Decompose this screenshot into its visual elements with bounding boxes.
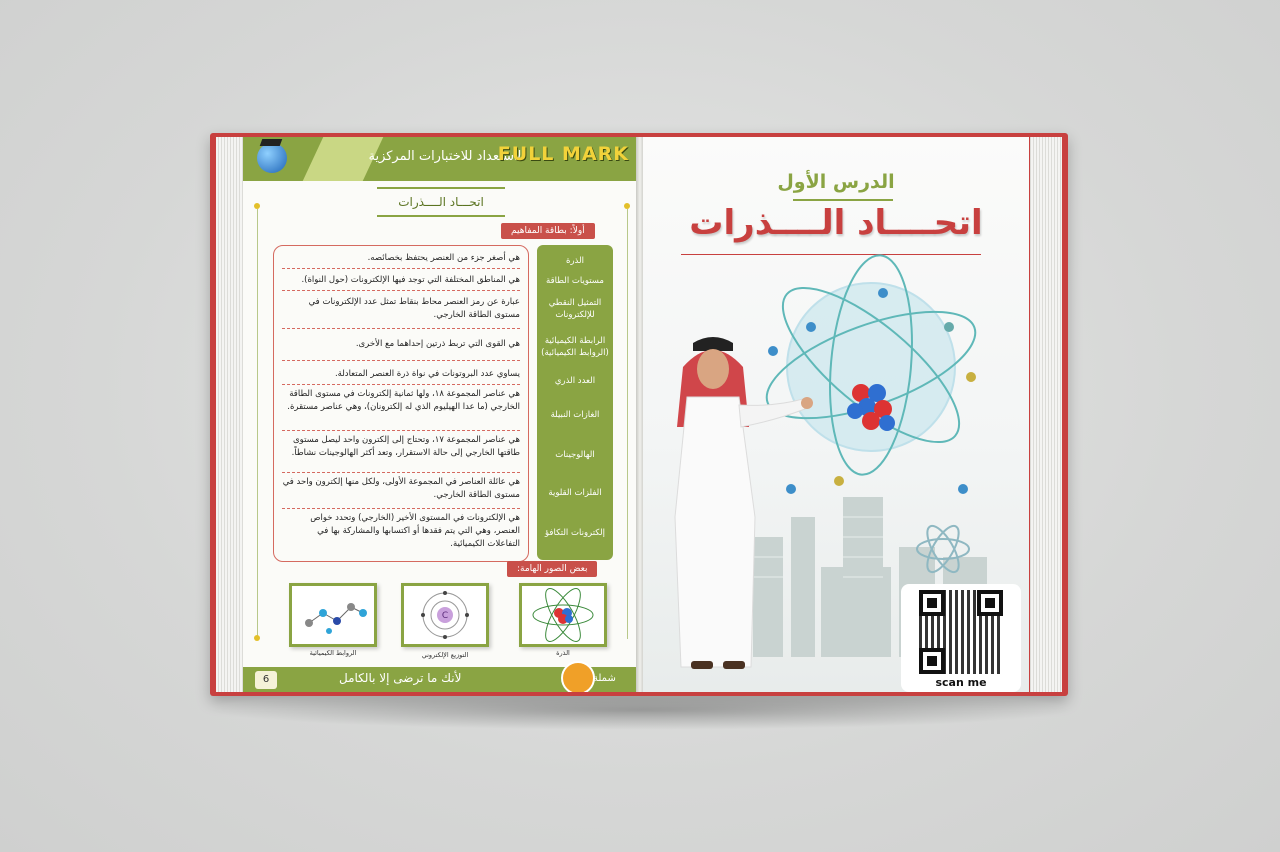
definition: هي المناطق المختلفة التي توجد فيها الإلكترونات (حول النواة). (301, 275, 520, 285)
definition: عبارة عن رمز العنصر محاط بنقاط تمثل عدد الإلكترونات في مستوى الطاقة الخارجي. (308, 297, 520, 320)
definition: هي القوى التي تربط ذرتين إحداهما مع الأخرى. (355, 339, 520, 349)
term: الهالوجينات (555, 450, 595, 460)
term: الفلزات القلوية (548, 488, 602, 498)
separator (282, 508, 520, 509)
separator (282, 360, 520, 361)
term: مستويات الطاقة (546, 276, 604, 286)
left-guide-line (257, 209, 258, 639)
guide-dot (624, 203, 630, 209)
page-number: 6 (255, 671, 277, 689)
separator (282, 290, 520, 291)
atom-icon (519, 583, 607, 647)
page-edges-right (1030, 137, 1062, 692)
qr-code-card[interactable] (901, 584, 1021, 692)
term: الغازات النبيلة (550, 410, 600, 420)
brand-logo: FULL MARK (497, 143, 629, 165)
image-caption: الذرة (556, 649, 570, 657)
image-card-electron-config (401, 583, 489, 647)
footer-slogan: لأنك ما ترضى إلا بالكامل (339, 671, 462, 685)
right-page (643, 137, 1029, 692)
term: التمثيل النقطي للإلكترونات (548, 298, 602, 320)
graduation-cap-icon (260, 139, 283, 146)
term: الذرة (566, 256, 584, 266)
definition: هي عائلة العناصر في المجموعة الأولى، ولكل منها إلكترون واحد في مستوى الطاقة الخارجي. (282, 477, 520, 500)
definition: يساوي عدد البروتونات في نواة ذرة العنصر المتعادلة. (334, 369, 520, 379)
definition: هي الإلكترونات في المستوى الأخير (الخارجي) وتحدد خواص العنصر، وهي التي يتم فقدها أو اكتسابها والمشاركة بها في التفاعلات الكيميائية. (310, 513, 520, 549)
guide-dot (254, 635, 260, 641)
concepts-card (273, 245, 529, 562)
term: إلكترونات التكافؤ (545, 528, 605, 538)
separator (282, 430, 520, 431)
right-guide-line (627, 209, 628, 639)
separator (282, 472, 520, 473)
image-card-atom (519, 583, 607, 647)
definition: هي عناصر المجموعة ١٧، وتحتاج إلى إلكترون واحد ليصل مستوى طاقتها الخارجي إلى حالة الاستقرار، وتعد أكثر الهالوجينات نشاطاً. (291, 435, 520, 458)
section-label-concepts: أولاً: بطاقة المفاهيم (501, 223, 595, 239)
guide-dot (254, 203, 260, 209)
book-shadow (205, 690, 1075, 730)
lesson-title: اتحـــاد الــــذرات (377, 187, 505, 217)
definition: هي عناصر المجموعة ١٨، ولها ثمانية إلكترونات في مستوى الطاقة الخارجي (ما عدا الهيليوم الذي له إلكترونان)، وهي عناصر مستقرة. (287, 389, 520, 412)
image-caption: التوزيع الإلكتروني (421, 651, 469, 659)
image-card-chemical-bonds (289, 583, 377, 647)
page-footer (243, 667, 637, 692)
lesson-label: الدرس الأول (777, 171, 895, 193)
definition: هي أصغر جزء من العنصر يحتفظ بخصائصه. (367, 253, 520, 263)
left-page (243, 137, 637, 692)
separator (282, 384, 520, 385)
separator (282, 268, 520, 269)
terms-column (537, 245, 613, 560)
page-header (243, 137, 637, 181)
term: الرابطة الكيميائية (الروابط الكيميائية) (541, 336, 609, 358)
page-edges-left (216, 137, 246, 692)
term: العدد الذري (554, 376, 596, 386)
lesson-main-title: اتحــــاد الــــذرات (689, 203, 983, 243)
image-caption: الروابط الكيميائية (309, 649, 357, 657)
qr-corner (977, 590, 1003, 616)
section-label-images: بعض الصور الهامة: (507, 561, 597, 577)
separator (282, 328, 520, 329)
qr-corner (919, 590, 945, 616)
element-symbol: C (441, 611, 449, 621)
brand-logo-text: شملة (593, 673, 616, 684)
qr-caption: scan me (935, 676, 987, 689)
molecule-icon (289, 583, 377, 647)
globe-icon (257, 143, 287, 173)
series-title: الاستعداد للاختبارات المركزية (368, 149, 525, 164)
electron-shell-icon (401, 583, 489, 647)
brand-logo-icon (561, 661, 595, 692)
qr-corner (919, 648, 945, 674)
